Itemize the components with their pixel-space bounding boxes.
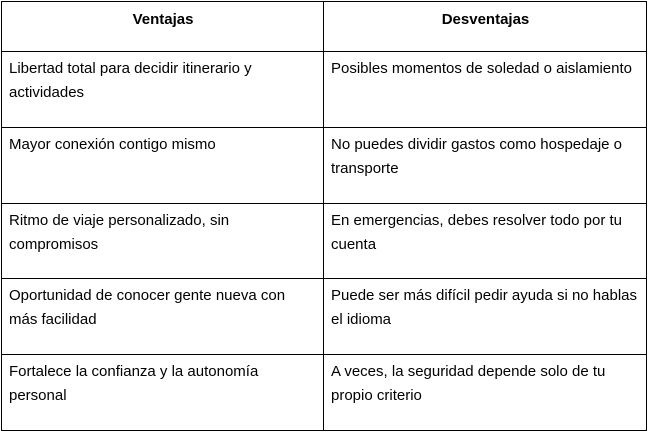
cell-text: Fortalece la confianza y la autonomía personal [9, 363, 259, 405]
ventaja-cell [2, 52, 324, 128]
ventaja-cell [2, 127, 324, 203]
cell-text: Oportunidad de conocer gente nueva con más facilidad [9, 287, 286, 329]
desventaja-cell [324, 127, 647, 203]
desventaja-cell [324, 203, 647, 279]
cell-text: En emergencias, debes resolver todo por tu cuenta [331, 211, 622, 253]
header-desventajas [324, 2, 647, 52]
cell-text: Puede ser más difícil pedir ayuda si no hablas el idioma [331, 287, 638, 329]
cell-text: Mayor conexión contigo mismo [9, 135, 216, 153]
cell-text: A veces, la seguridad depende solo de tu propio criterio [331, 363, 606, 405]
desventaja-cell [324, 279, 647, 355]
desventaja-cell [324, 355, 647, 431]
cell-text: Ritmo de viaje personalizado, sin compromisos [9, 211, 230, 253]
cell-text: Posibles momentos de soledad o aislamiento [331, 60, 633, 77]
table-row [2, 355, 647, 431]
desventaja-cell [324, 52, 647, 128]
header-ventajas [2, 2, 324, 52]
header-desventajas-label: Desventajas [441, 11, 530, 28]
ventaja-cell [2, 355, 324, 431]
ventaja-cell [2, 203, 324, 279]
header-row [2, 2, 647, 52]
ventaja-cell [2, 279, 324, 355]
comparison-table [1, 1, 647, 431]
table-row [2, 279, 647, 355]
table-row [2, 127, 647, 203]
cell-text: No puedes dividir gastos como hospedaje o transporte [331, 135, 623, 177]
cell-text: Libertad total para decidir itinerario y actividades [9, 60, 252, 101]
table-row [2, 203, 647, 279]
header-ventajas-label: Ventajas [132, 11, 194, 28]
table-row [2, 52, 647, 128]
